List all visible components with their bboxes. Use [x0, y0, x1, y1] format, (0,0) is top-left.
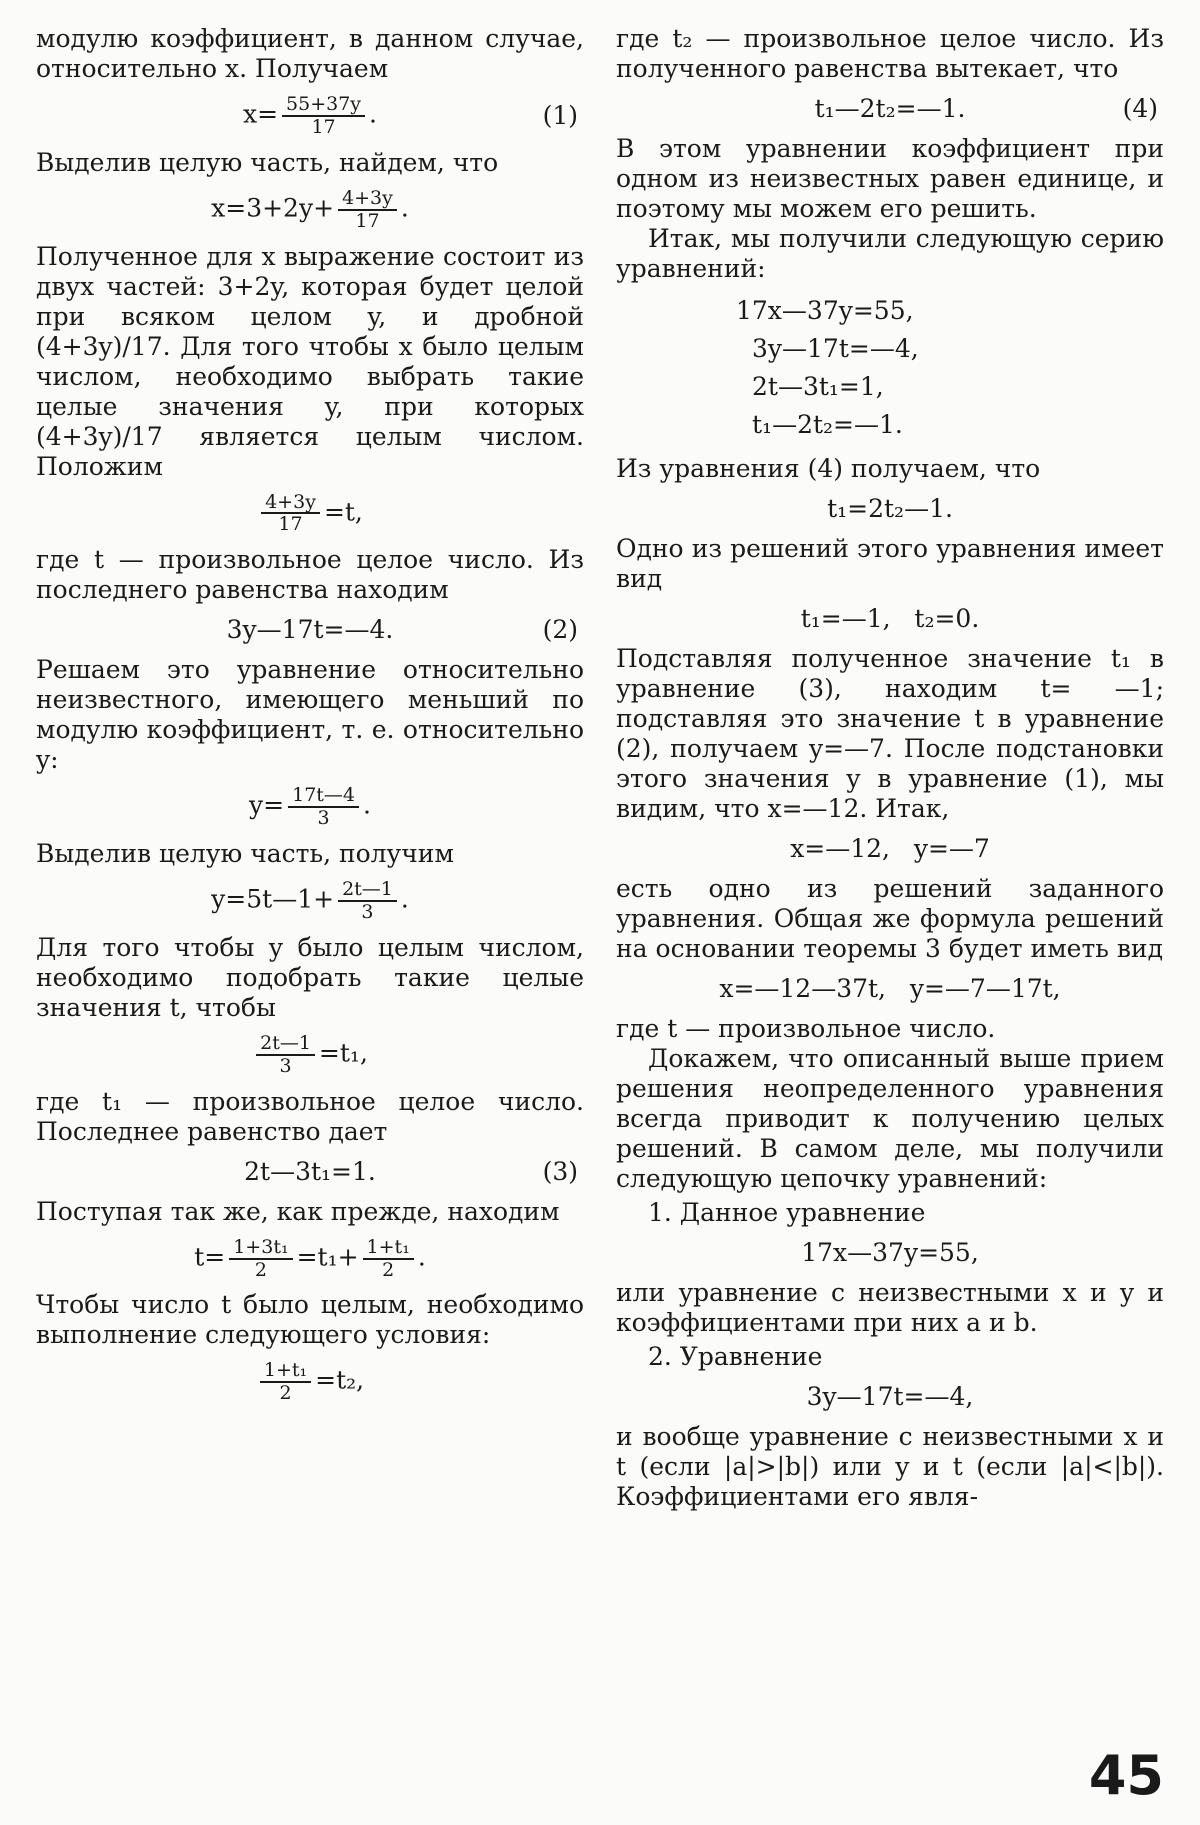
equation — [36, 879, 584, 923]
numerator: 2t—1 — [338, 879, 397, 902]
equation-3 — [36, 1157, 584, 1187]
denominator: 17 — [311, 115, 336, 138]
denominator: 2 — [254, 1258, 267, 1281]
equation-rhs: =t, — [323, 496, 363, 526]
fraction — [256, 1033, 315, 1077]
equation-number: (1) — [542, 100, 578, 130]
paragraph: Полученное для x выражение состоит из двух частей: 3+2y, которая будет целой при всяком целом y, и дробной (4+3y)/17. Для того чтобы x было целым числом, необходимо выбрать такие целые значения y, при которых (4+3y)/17 является целым числом. Положим — [36, 241, 584, 481]
paragraph: Выделив целую часть, получим — [36, 839, 454, 869]
equation-lhs: y= — [249, 790, 285, 820]
equation — [616, 604, 1164, 634]
equation — [36, 188, 584, 232]
numerator: 1+t₁ — [260, 1360, 311, 1383]
equation-lhs: y=5t—1+ — [211, 884, 335, 914]
system-line: 17x—37y=55, — [736, 296, 914, 325]
paragraph: Итак, мы получили следующую серию уравнений: — [616, 224, 1164, 283]
equation-tail: . — [369, 99, 377, 129]
equation-tail: . — [363, 790, 371, 820]
paragraph: Чтобы число t было целым, необходимо выполнение следующего условия: — [36, 1290, 584, 1350]
equation-1 — [36, 94, 584, 138]
equation-number: (2) — [542, 615, 578, 645]
numerator: 2t—1 — [256, 1033, 315, 1056]
right-column — [616, 24, 1164, 1512]
equation — [616, 834, 1164, 864]
paragraph: Для того чтобы y было целым числом, необходимо подобрать такие целые значения t, чтобы — [36, 932, 584, 1022]
equation-text: 2t—3t₁=1. — [244, 1156, 376, 1186]
equation-number: (4) — [1122, 94, 1158, 123]
list-item: 1. Данное уравнение — [648, 1198, 926, 1227]
paragraph: Решаем это уравнение относительно неизвестного, имеющего меньший по модулю коэффициент, т. е. относительно y: — [36, 655, 584, 775]
left-column — [36, 24, 584, 1414]
fraction — [282, 94, 365, 138]
equation — [616, 1238, 1164, 1268]
paragraph: Подставляя полученное значение t₁ в уравнение (3), находим t= —1; подставляя это значение t в уравнение (2), получаем y=—7. После подстановки этого значения y в уравнение (1), мы видим, что x=—12. Итак, — [616, 644, 1164, 823]
fraction — [261, 492, 320, 536]
fraction — [229, 1237, 292, 1281]
paragraph: Одно из решений этого уравнения имеет вид — [616, 534, 1164, 593]
numerator: 17t—4 — [288, 785, 359, 808]
paragraph: В этом уравнении коэффициент при одном из неизвестных равен единице, и поэтому мы можем его решить. — [616, 134, 1164, 223]
fraction — [363, 1237, 414, 1281]
equation-rhs: =t₂, — [315, 1365, 365, 1395]
system-line: 3y—17t=—4, — [752, 334, 919, 363]
equation-lhs: x= — [242, 99, 279, 129]
equation-text: t₁=—1, t₂=0. — [800, 604, 980, 633]
system-line: t₁—2t₂=—1. — [752, 410, 903, 439]
equation-number: (3) — [542, 1156, 578, 1186]
numerator: 1+t₁ — [363, 1237, 414, 1260]
equation-text: x=—12, y=—7 — [790, 834, 990, 863]
equation — [36, 1237, 584, 1281]
equation — [616, 1382, 1164, 1412]
paragraph: где t₂ — произвольное целое число. Из полученного равенства вытекает, что — [616, 24, 1164, 83]
numerator: 4+3y — [261, 492, 320, 515]
paragraph: Выделив целую часть, найдем, что — [36, 147, 499, 177]
paragraph: Из уравнения (4) получаем, что — [616, 454, 1041, 483]
equation — [616, 494, 1164, 524]
fraction — [338, 879, 397, 923]
system-line: 2t—3t₁=1, — [752, 372, 884, 401]
equation-2 — [36, 615, 584, 645]
numerator: 1+3t₁ — [229, 1237, 292, 1260]
equation-rhs: =t₁, — [318, 1038, 368, 1068]
denominator: 17 — [355, 209, 380, 232]
equation-text: 3y—17t=—4. — [226, 615, 394, 645]
equation-text: x=—12—37t, y=—7—17t, — [719, 974, 1061, 1003]
equation-tail: . — [400, 884, 409, 914]
denominator: 3 — [361, 901, 374, 924]
paragraph: или уравнение с неизвестными x и y и коэффициентами при них a и b. — [616, 1278, 1164, 1337]
equation-system — [616, 292, 1164, 444]
equation-lhs: x=3+2y+ — [211, 193, 335, 223]
denominator: 3 — [279, 1054, 292, 1077]
equation-lhs: t= — [194, 1242, 226, 1272]
equation-text: 17x—37y=55, — [801, 1238, 979, 1267]
paragraph: где t — произвольное число. — [616, 1014, 996, 1043]
paragraph: где t₁ — произвольное целое число. Последнее равенство дает — [36, 1086, 584, 1146]
paragraph: и вообще уравнение с неизвестными x и t (если |a|>|b|) или y и t (если |a|<|b|). Коэффициентами его явля- — [616, 1422, 1164, 1511]
equation — [36, 1360, 584, 1404]
equation — [36, 785, 584, 829]
equation-4 — [616, 94, 1164, 124]
equation-text: 3y—17t=—4, — [806, 1382, 974, 1411]
paragraph: Поступая так же, как прежде, находим — [36, 1196, 560, 1226]
equation — [36, 492, 584, 536]
denominator: 2 — [279, 1382, 292, 1405]
paragraph: где t — произвольное целое число. Из последнего равенства находим — [36, 545, 584, 605]
equation-text: t₁=2t₂—1. — [827, 494, 953, 523]
equation-text: t₁—2t₂=—1. — [814, 94, 966, 123]
equation-mid: =t₁+ — [296, 1242, 359, 1272]
numerator: 55+37y — [282, 94, 365, 117]
fraction — [288, 785, 359, 829]
page-number: 45 — [1088, 1744, 1164, 1807]
denominator: 2 — [382, 1258, 395, 1281]
paragraph: Докажем, что описанный выше прием решения неопределенного уравнения всегда приводит к получению целых решений. В самом деле, мы получили следующую цепочку уравнений: — [616, 1044, 1164, 1193]
equation-tail: . — [400, 193, 409, 223]
denominator: 3 — [317, 807, 330, 830]
equation — [616, 974, 1164, 1004]
list-item: 2. Уравнение — [648, 1342, 823, 1371]
numerator: 4+3y — [338, 188, 397, 211]
equation-tail: . — [417, 1242, 426, 1272]
paragraph: есть одно из решений заданного уравнения. Общая же формула решений на основании теоремы 3 будет иметь вид — [616, 874, 1164, 963]
fraction — [338, 188, 397, 232]
fraction — [260, 1360, 311, 1404]
denominator: 17 — [278, 513, 303, 536]
paragraph: модулю коэффициент, в данном случае, относительно x. Получаем — [36, 24, 584, 83]
equation — [36, 1033, 584, 1077]
